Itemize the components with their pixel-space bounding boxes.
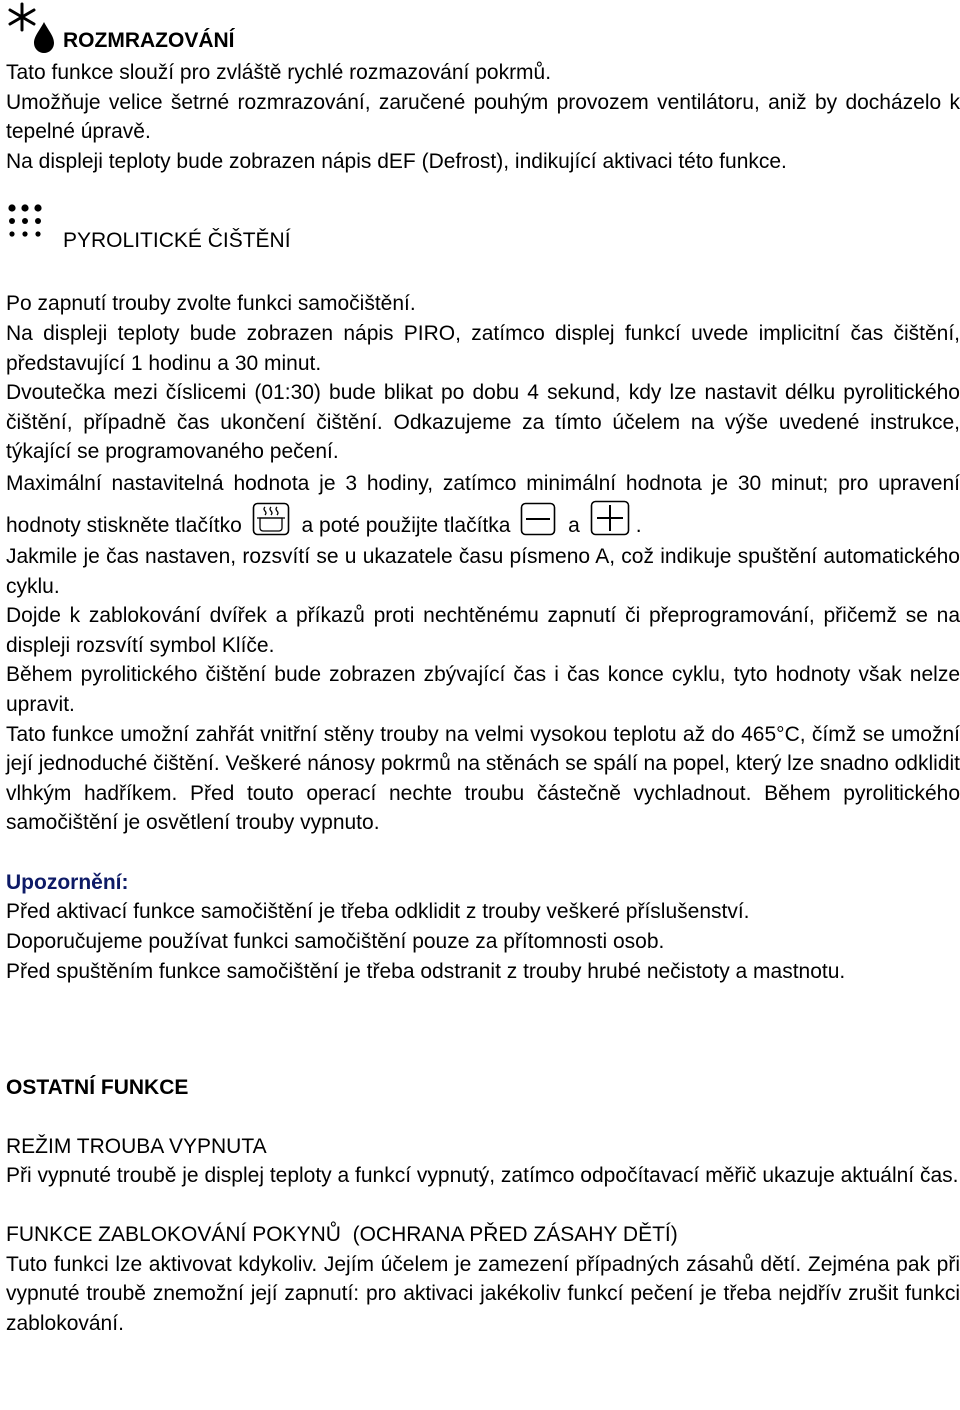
oven-heat-button-icon [252, 502, 290, 536]
pyrolytic-title: PYROLITICKÉ ČIŠTĚNÍ [63, 229, 291, 253]
defrost-heading [6, 0, 960, 58]
defrost-title: ROZMRAZOVÁNÍ [63, 29, 235, 52]
pyrolytic-p2: Na displeji teploty bude zobrazen nápis PIRO, zatímco displej funkcí uvede implicitní čas čištění, představující 1 hodinu a 30 minut. [6, 321, 960, 375]
warning-item-1: Před aktivací funkce samočištění je třeba odklidit z trouby veškeré příslušenství. [6, 900, 750, 924]
other-functions-title: OSTATNÍ FUNKCE [6, 1076, 189, 1100]
pyrolytic-p4-text-c: a [568, 513, 580, 537]
pyrolytic-p4-text-d: . [635, 513, 642, 537]
pyrolytic-p8: Tato funkce umožní zahřát vnitřní stěny trouby na velmi vysokou teplotu až do 465°C, čímž se umožní její jednoduché čištění. Veškeré nánosy pokrmů na stěnách se spálí na popel, který lze snadno odklidit vlhkým hadříkem. Před touto operací nechte troubu částečně vychladnout. Během pyrolitického samočištění je osvětlení trouby vypnuto. [6, 722, 960, 835]
pyrolytic-p4 [6, 467, 960, 542]
pyrolytic-p5: Jakmile je čas nastaven, rozsvítí se u ukazatele času písmeno A, což indikuje spuštění automatického cyklu. [6, 544, 960, 598]
defrost-icon [6, 2, 62, 54]
manual-page [6, 0, 960, 1338]
minus-button-icon [520, 502, 556, 536]
pyrolytic-p4-text-b: a poté použijte tlačítka [301, 513, 511, 537]
pyrolytic-p4-text-a: Maximální nastavitelná hodnota je 3 hodiny, zatímco minimální hodnota je 30 minut; pro upravení hodnoty stiskněte tlačítko [6, 471, 960, 537]
defrost-line-1: Tato funkce slouží pro zvláště rychlé rozmazování pokrmů. [6, 61, 552, 84]
warning-item-2: Doporučujeme používat funkci samočištění pouze za přítomnosti osob. [6, 930, 665, 954]
plus-button-icon [590, 500, 630, 536]
warning-item-3: Před spuštěním funkce samočištění je třeba odstranit z trouby hrubé nečistoty a mastnotu. [6, 959, 846, 983]
lock-title: FUNKCE ZABLOKOVÁNÍ POKYNŮ (OCHRANA PŘED ZÁSAHY DĚTÍ) [6, 1223, 678, 1247]
pyrolytic-p1: Po zapnutí trouby zvolte funkci samočištění. [6, 292, 416, 316]
lock-text: Tuto funkci lze aktivovat kdykoliv. Jejím účelem je zamezení případných zásahů dětí. Zejména pak při vypnuté troubě znemožní její zapnutí: pro aktivaci jakékoliv funkcí pečení je třeba nejdřív zrušit funkci zablokování. [6, 1252, 960, 1335]
pyrolytic-p6: Dojde k zablokování dvířek a příkazů proti nechtěnému zapnutí či přeprogramování, přičemž se na displeji rozsvítí symbol Klíče. [6, 604, 960, 657]
pyrolytic-icon [6, 202, 46, 242]
defrost-line-2: Umožňuje velice šetrné rozmrazování, zaručené pouhým provozem ventilátoru, aniž by docházelo k tepelné úpravě. [6, 90, 960, 144]
defrost-line-3: Na displeji teploty bude zobrazen nápis dEF (Defrost), indikující aktivaci této funkce. [6, 149, 787, 173]
off-mode-text: Při vypnuté troubě je displej teploty a funkcí vypnutý, zatímco odpočítavací měřič ukazuje aktuální čas. [6, 1164, 959, 1188]
warning-title: Upozornění: [6, 870, 129, 894]
pyrolytic-heading [6, 202, 960, 260]
pyrolytic-p7: Během pyrolitického čištění bude zobrazen zbývající čas i čas konce cyklu, tyto hodnoty však nelze upravit. [6, 663, 960, 716]
off-mode-title: REŽIM TROUBA VYPNUTA [6, 1134, 267, 1158]
pyrolytic-p3: Dvoutečka mezi číslicemi (01:30) bude blikat po dobu 4 sekund, kdy lze nastavit délku pyrolitického čištění, případně čas ukončení čištění. Odkazujeme za tímto účelem na výše uvedené instrukce, týkající se programovaného pečení. [6, 381, 960, 464]
